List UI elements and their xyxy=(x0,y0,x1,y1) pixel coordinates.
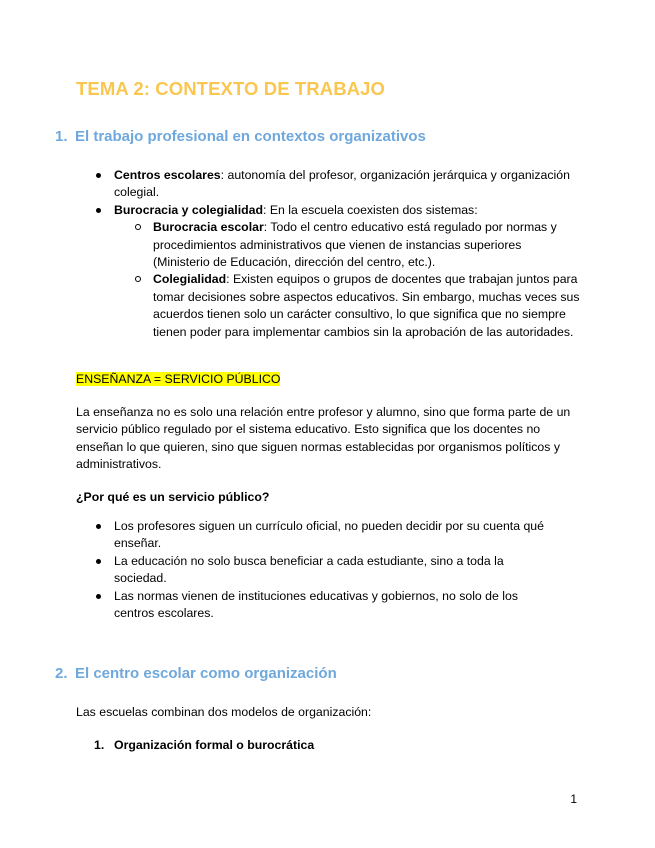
list-item xyxy=(76,271,581,341)
highlight-text: ENSEÑANZA = SERVICIO PÚBLICO xyxy=(76,372,281,386)
page-number: 1 xyxy=(570,792,577,806)
section-2-intro: Las escuelas combinan dos modelos de organización: xyxy=(76,705,372,719)
ordered-item xyxy=(94,738,314,752)
ordered-item-number: 1. xyxy=(94,738,105,752)
document-title: TEMA 2: CONTEXTO DE TRABAJO xyxy=(76,78,385,99)
organizational-bullets xyxy=(76,167,581,341)
list-item xyxy=(76,202,581,219)
public-service-question: ¿Por qué es un servicio público? xyxy=(76,490,270,504)
bullet-text: : En la escuela coexisten dos sistemas: xyxy=(263,202,478,217)
list-item xyxy=(76,167,581,202)
list-item: Las normas vienen de instituciones educativas y gobiernos, no solo de los centros escolares. xyxy=(76,588,556,623)
bullet-text: : autonomía del profesor, organización jerárquica y organización colegial. xyxy=(114,168,570,200)
subbullet-term: Burocracia escolar xyxy=(153,220,264,235)
list-item: Los profesores siguen un currículo oficial, no pueden decidir por su cuenta qué enseñar. xyxy=(76,518,556,553)
section-2-number: 2. xyxy=(55,665,68,682)
ordered-item-text: Organización formal o burocrática xyxy=(114,738,315,752)
list-item xyxy=(76,219,581,271)
section-1-title: El trabajo profesional en contextos organizativos xyxy=(75,128,426,145)
section-1-heading xyxy=(55,128,426,145)
highlighted-statement xyxy=(76,371,280,388)
subbullet-text: : Todo el centro educativo está regulado por normas y procedimientos administrativos que vienen de instancias superiores (Ministerio de Educación, dirección del centro, etc.). xyxy=(153,220,557,270)
subbullet-text: : Existen equipos o grupos de docentes que trabajan juntos para tomar decisiones sobre aspectos educativos. Sin embargo, muchas veces sus acuerdos tienen solo un carácter consultivo, lo que significa que no siempre tienen poder para implementar cambios sin la aprobación de las autoridades. xyxy=(153,272,580,339)
section-2-title: El centro escolar como organización xyxy=(75,665,337,682)
section-1-number: 1. xyxy=(55,128,68,145)
public-service-reasons xyxy=(76,518,556,622)
list-item: La educación no solo busca beneficiar a cada estudiante, sino a toda la sociedad. xyxy=(76,553,556,588)
section-2-heading xyxy=(55,665,337,682)
public-service-paragraph: La enseñanza no es solo una relación entre profesor y alumno, sino que forma parte de un servicio público regulado por el sistema educativo. Esto significa que los docentes no enseñan lo que quieren, sino que siguen normas establecidas por organismos políticos y administrativos. xyxy=(76,405,571,472)
bullet-term: Burocracia y colegialidad xyxy=(114,202,263,217)
bullet-term: Centros escolares xyxy=(114,168,221,182)
subbullet-term: Colegialidad xyxy=(153,272,227,287)
